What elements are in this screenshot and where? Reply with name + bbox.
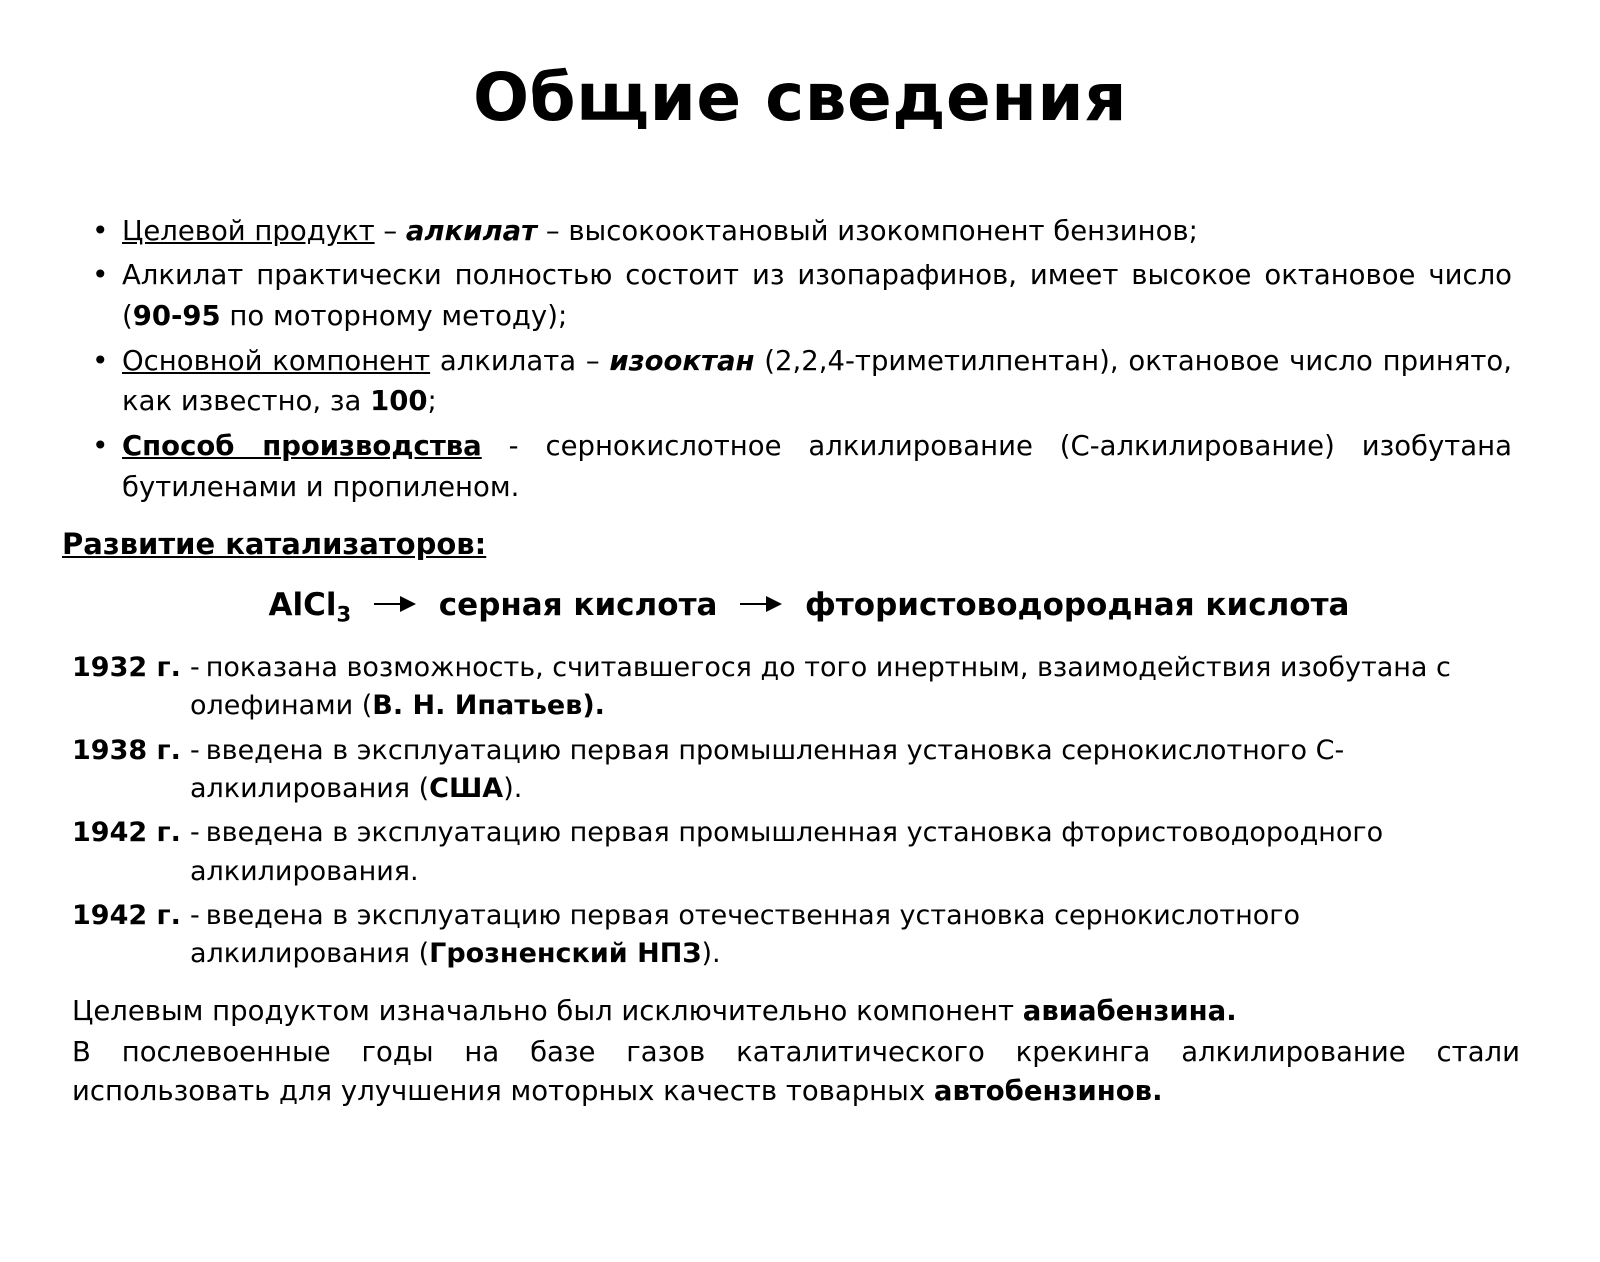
catalyst-item-alcl3 [268, 587, 352, 628]
bullet-1-part-0: Алкилат практически полностью состоит из изопарафинов, имеет высокое октановое число ( [122, 259, 1512, 332]
timeline-text [190, 649, 1520, 726]
slide-canvas [0, 59, 1600, 1262]
bullet-list [0, 211, 1600, 508]
list-item-main-component [0, 341, 1600, 422]
timeline-year: 1938 г. [72, 734, 181, 766]
closing-0-bold: авиабензина. [1022, 994, 1237, 1027]
timeline-row-1942-hf [72, 814, 1520, 891]
paragraph-motor-gasoline [72, 1033, 1520, 1111]
list-item-production-method [0, 426, 1600, 507]
timeline-year: 1942 г. [72, 817, 181, 849]
bullet-1-part-1: 90-95 [132, 299, 221, 332]
bullet-2-part-5: ; [427, 385, 437, 418]
timeline-text-before: показана возможность, считавшегося до того инертным, взаимодействия изобутана с олефинами ( [190, 652, 1451, 722]
list-item-alkylate-composition [0, 255, 1600, 336]
timeline-text-after: ). [503, 773, 523, 805]
timeline-dash: - [190, 900, 200, 932]
bullet-2-part-2: изооктан [609, 344, 755, 377]
timeline-list [0, 649, 1600, 974]
bullet-0-part-1: – [374, 214, 406, 247]
catalyst-item-hydrofluoric-acid: фтористоводородная кислота [805, 587, 1350, 624]
catalyst-formula-alcl3: AlCl [268, 587, 337, 624]
timeline-row-1938 [72, 732, 1520, 809]
bullet-3-part-1: - сернокислотное алкилирование (С-алкилирование) изобутана бутиленами и пропиленом. [122, 430, 1512, 503]
closing-paragraphs [0, 992, 1600, 1111]
timeline-dash: - [190, 817, 200, 849]
timeline-text-before: введена в эксплуатацию первая промышленная установка фтористоводородного алкилирования. [190, 817, 1384, 887]
bullet-0-part-3: – высокооктановый изокомпонент бензинов; [537, 214, 1198, 247]
catalyst-item-sulfuric-acid: серная кислота [438, 587, 718, 624]
bullet-3-part-0: Способ производства [122, 430, 482, 463]
paragraph-aviation-gasoline [72, 992, 1520, 1031]
closing-1-before: В послевоенные годы на базе газов каталитического крекинга алкилирование стали использовать для улучшения моторных качеств товарных [72, 1035, 1520, 1107]
timeline-dash: - [190, 734, 200, 766]
right-arrow-icon [372, 591, 418, 617]
timeline-text-before: введена в эксплуатацию первая отечественная установка сернокислотного алкилирования ( [190, 900, 1301, 970]
timeline-dash: - [190, 652, 200, 684]
bullet-2-part-0: Основной компонент [122, 344, 431, 377]
timeline-text-bold: В. Н. Ипатьев). [372, 690, 605, 722]
timeline-text-after: ). [701, 938, 721, 970]
timeline-year: 1942 г. [72, 900, 181, 932]
timeline-row-1942-grozny [72, 897, 1520, 974]
catalyst-formula-subscript: 3 [336, 602, 352, 628]
right-arrow-icon-2 [738, 591, 784, 617]
bullet-0-part-0: Целевой продукт [122, 214, 375, 247]
bullet-2-part-4: 100 [370, 385, 428, 418]
bullet-1-part-2: по моторному методу); [220, 299, 568, 332]
list-item-target-product [0, 211, 1600, 252]
timeline-text [190, 897, 1520, 974]
timeline-text-bold: Грозненский НПЗ [429, 938, 702, 970]
timeline-row-1932 [72, 649, 1520, 726]
section-heading-catalysts: Развитие катализаторов: [62, 527, 487, 562]
bullet-2-part-3: (2,2,4-триметилпентан), октановое число принято, как известно, за [122, 344, 1512, 418]
closing-0-before: Целевым продуктом изначально был исключительно компонент [72, 994, 1023, 1027]
timeline-year: 1932 г. [72, 652, 181, 684]
timeline-text-before: введена в эксплуатацию первая промышленная установка сернокислотного С-алкилирования ( [190, 734, 1345, 805]
closing-1-bold: автобензинов. [933, 1074, 1163, 1107]
bullet-2-part-1: алкилата – [430, 344, 610, 377]
page-title: Общие сведения [472, 59, 1128, 136]
catalyst-chain [0, 587, 1600, 627]
timeline-text [190, 814, 1520, 891]
timeline-text [190, 732, 1520, 809]
timeline-text-bold: США [429, 773, 504, 805]
bullet-0-part-2: алкилат [405, 214, 538, 247]
